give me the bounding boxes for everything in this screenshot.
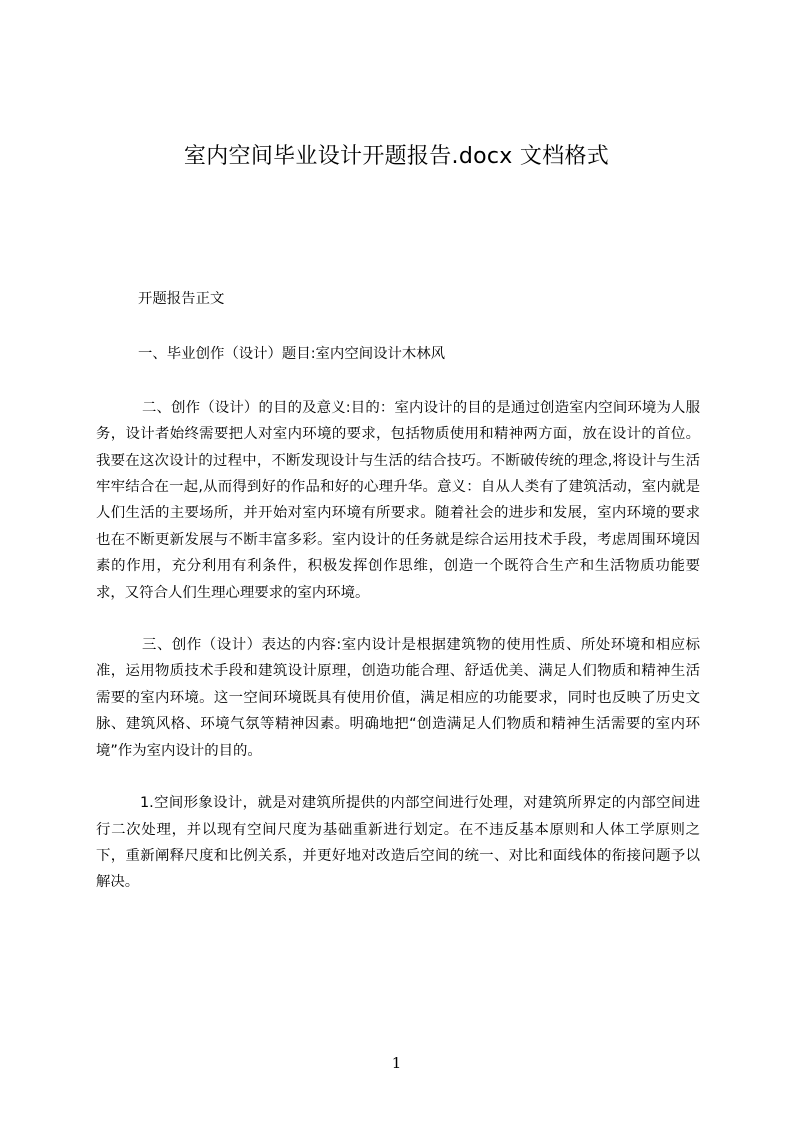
paragraph-space-image-design: 1.空间形象设计，就是对建筑所提供的内部空间进行处理，对建筑所界定的内部空间进行二次处理，并以现有空间尺度为基础重新进行划定。在不违反基本原则和人体工学原则之下，重新阐释尺度和比例关系，并更好地对改造后空间的统一、对比和面线体的衔接问题予以解决。 [96,795,700,891]
topic-line: 一、毕业创作（设计）题目:室内空间设计木林风 [138,346,446,363]
paragraph-design-content: 三、创作（设计）表达的内容:室内设计是根据建筑物的使用性质、所处环境和相应标准，运用物质技术手段和建筑设计原理，创造功能合理、舒适优美、满足人们物质和精神生活需要的室内环境。这一空间环境既具有使用价值，满足相应的功能要求，同时也反映了历史文脉、建筑风格、环境气氛等精神因素。明确地把“创造满足人们物质和精神生活需要的室内环境”作为室内设计的目的。 [96,637,700,759]
document-title: 室内空间毕业设计开题报告.docx 文档格式 [183,144,610,169]
section-heading: 开题报告正文 [138,291,225,307]
document-body [96,286,700,896]
page-number: 1 [391,1054,402,1072]
paragraph-purpose-significance: 二、创作（设计）的目的及意义:目的：室内设计的目的是通过创造室内空间环境为人服务，设计者始终需要把人对室内环境的要求，包括物质使用和精神两方面，放在设计的首位。我要在这次设计的过程中，不断发现设计与生活的结合技巧。不断破传统的理念,将设计与生活牢牢结合在一起,从而得到好的作品和好的心理升华。意义：自从人类有了建筑活动，室内就是人们生活的主要场所，并开始对室内环境有所要求。随着社会的进步和发展，室内环境的要求也在不断更新发展与不断丰富多彩。室内设计的任务就是综合运用技术手段，考虑周围环境因素的作用，充分利用有利条件，积极发挥创作思维，创造一个既符合生产和生活物质功能要求，又符合人们生理心理要求的室内环境。 [96,399,700,601]
